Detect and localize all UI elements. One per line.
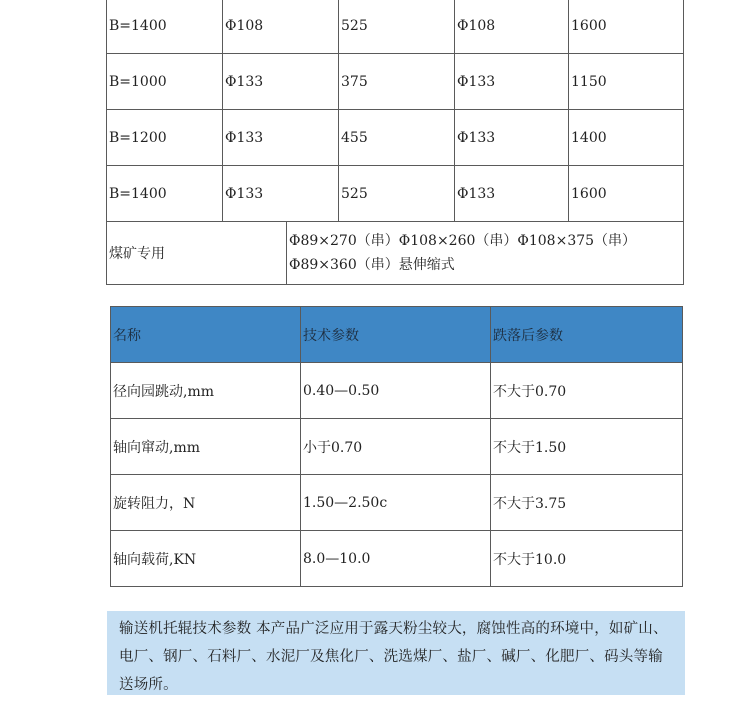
table-row xyxy=(111,531,683,587)
table-cell: 旋转阻力，N xyxy=(111,475,301,531)
product-description-box xyxy=(107,611,685,695)
table-row xyxy=(107,110,684,166)
table-cell: 525 xyxy=(339,0,455,54)
table-row xyxy=(107,166,684,222)
table-cell: 1.50—2.50c xyxy=(301,475,491,531)
table-cell: 8.0—10.0 xyxy=(301,531,491,587)
table-cell: 375 xyxy=(339,54,455,110)
table-cell: 轴向窜动,mm xyxy=(111,419,301,475)
performance-table xyxy=(110,306,683,587)
header-name: 名称 xyxy=(111,307,301,363)
table-cell: 不大于1.50 xyxy=(491,419,683,475)
table-cell: 1150 xyxy=(569,54,684,110)
table-cell: 1600 xyxy=(569,0,684,54)
table-cell: Φ133 xyxy=(455,166,569,222)
header-after-drop: 跌落后参数 xyxy=(491,307,683,363)
header-tech-params: 技术参数 xyxy=(301,307,491,363)
roller-spec-table xyxy=(106,0,684,285)
table-cell: B=1000 xyxy=(107,54,223,110)
table-cell: 径向园跳动,mm xyxy=(111,363,301,419)
table-cell: B=1400 xyxy=(107,0,223,54)
product-description-text: 输送机托辊技术参数 本产品广泛应用于露天粉尘较大，腐蚀性高的环境中，如矿山、电厂、钢厂、石料厂、水泥厂及焦化厂、洗选煤厂、盐厂、碱厂、化肥厂、码头等输送场所。 xyxy=(119,621,668,693)
table-cell: Φ133 xyxy=(223,110,339,166)
table-cell: 不大于3.75 xyxy=(491,475,683,531)
table-row xyxy=(107,54,684,110)
table-cell: 小于0.70 xyxy=(301,419,491,475)
table-cell: Φ133 xyxy=(455,110,569,166)
table-cell: Φ133 xyxy=(223,166,339,222)
table-cell: 1400 xyxy=(569,110,684,166)
table-cell: B=1200 xyxy=(107,110,223,166)
mine-value-cell: Φ89×270（串）Φ108×260（串）Φ108×375（串）Φ89×360（串）悬伸缩式 xyxy=(287,222,684,285)
table-row xyxy=(111,475,683,531)
table-cell: B=1400 xyxy=(107,166,223,222)
table-row xyxy=(107,222,684,285)
table-cell: 不大于10.0 xyxy=(491,531,683,587)
table-cell: 455 xyxy=(339,110,455,166)
table-cell: Φ133 xyxy=(223,54,339,110)
table-row xyxy=(111,363,683,419)
table-cell: 1600 xyxy=(569,166,684,222)
table-cell: Φ133 xyxy=(455,54,569,110)
table-cell: 0.40—0.50 xyxy=(301,363,491,419)
table-header-row xyxy=(111,307,683,363)
table-cell: Φ108 xyxy=(455,0,569,54)
table-cell: 不大于0.70 xyxy=(491,363,683,419)
table-cell: 525 xyxy=(339,166,455,222)
mine-label-cell: 煤矿专用 xyxy=(107,222,287,285)
table-cell: 轴向载荷,KN xyxy=(111,531,301,587)
table-cell: Φ108 xyxy=(223,0,339,54)
table-row xyxy=(111,419,683,475)
table-row xyxy=(107,0,684,54)
